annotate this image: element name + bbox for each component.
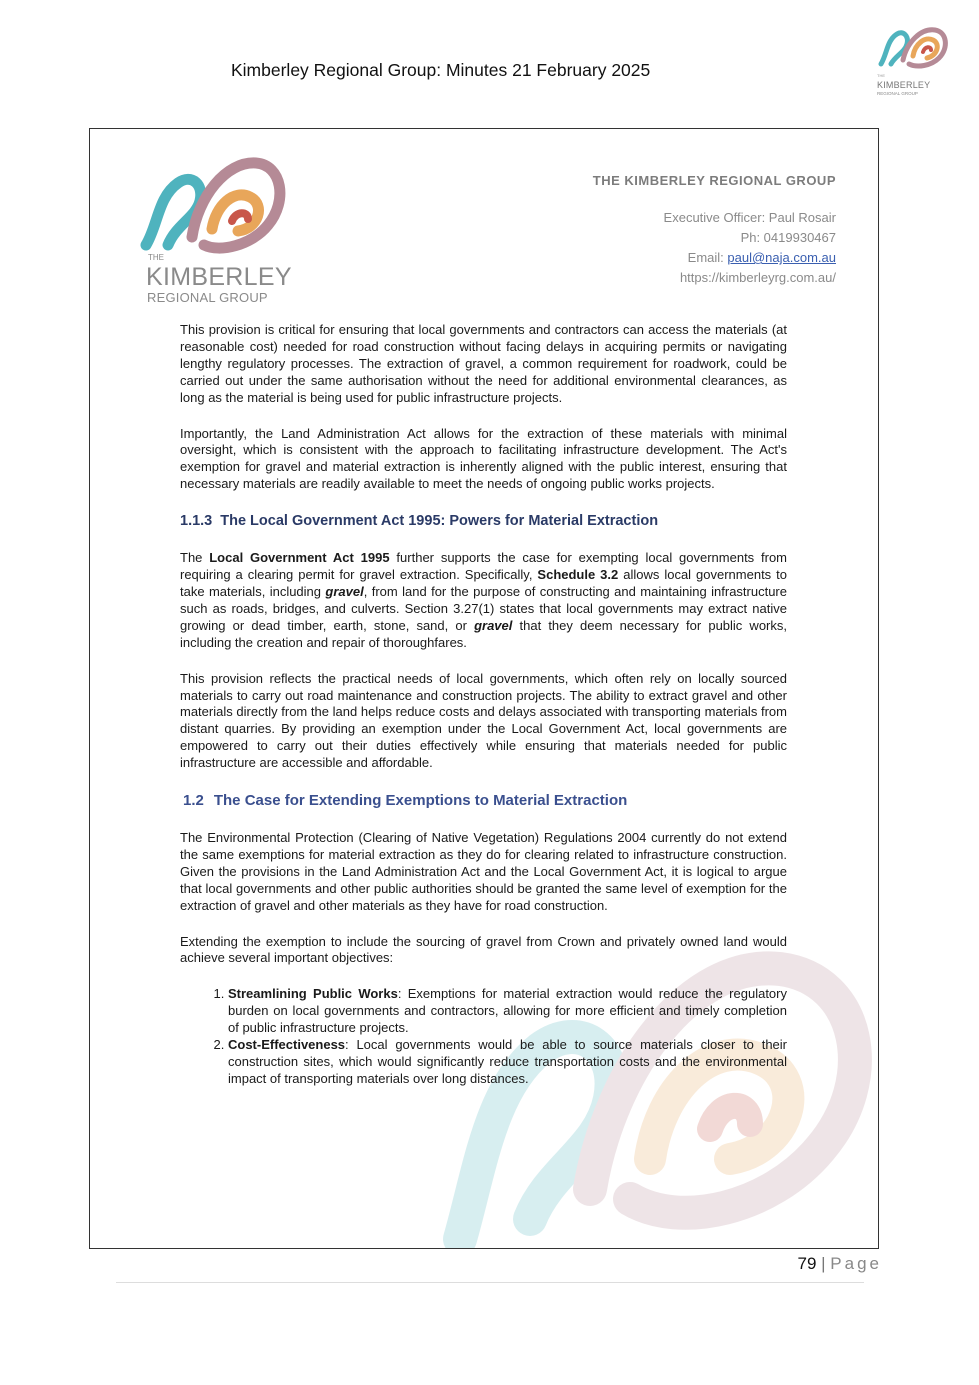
paragraph-land-administration-act: Importantly, the Land Administration Act allows for the extraction of these materials with minimal oversight, which is consistent with the approach to facilitating infrastructure development. The Act's exemption for gravel and material extraction is inherently aligned with the public interest, ensuring that necessary materials are readily available to meet the needs of ongoing public works projects.: [180, 425, 787, 492]
page-number: [798, 1254, 883, 1274]
swirl-logo-icon: [873, 20, 951, 76]
section-title: The Local Government Act 1995: Powers for Material Extraction: [220, 513, 659, 530]
logo-the-label: THE: [148, 253, 164, 262]
running-header-title: Kimberley Regional Group: Minutes 21 February 2025: [231, 60, 651, 80]
paragraph-environmental-protection: The Environmental Protection (Clearing of Native Vegetation) Regulations 2004 currently do not extend the same exemptions for material extraction as they do for clearing related to infrastructure construction. Given the provisions in the Land Administration Act and the Local Government Act, it is logical to argue that local governments and other public authorities should be granted the same level of exemption for the extraction of gravel and other materials as they have for road construction.: [180, 830, 787, 913]
list-item-title: Streamlining Public Works: [228, 986, 398, 1002]
text-run: that they deem necessary for public works, including the creation and repair of thoroughfares.: [180, 617, 787, 650]
logo-name: KIMBERLEY: [146, 263, 292, 291]
corner-logo-subtitle: REGIONAL GROUP: [877, 91, 918, 96]
page-separator: |: [816, 1254, 831, 1273]
executive-officer: Executive Officer: Paul Rosair: [663, 210, 836, 225]
list-item-title: Cost-Effectiveness: [228, 1037, 346, 1053]
section-number: 1.1.3: [180, 513, 213, 530]
list-item: [228, 1037, 787, 1088]
list-item: [228, 986, 787, 1037]
section-heading-1-2: [183, 791, 787, 810]
section-number: 1.2: [183, 792, 204, 810]
objectives-list: [180, 986, 787, 1087]
letter-page-frame: [89, 128, 879, 1249]
list-item-text: : Local governments would be able to source materials closer to their construction sites, which would significantly reduce transportation costs and the environmental impact of transporting materials over long distances.: [228, 1037, 787, 1086]
corner-logo-name: KIMBERLEY: [877, 80, 931, 90]
organisation-name: THE KIMBERLEY REGIONAL GROUP: [592, 173, 836, 188]
bold-run: Local Government Act 1995: [209, 550, 390, 566]
text-run: The: [180, 550, 210, 566]
corner-logo: [873, 20, 951, 102]
email-line: [593, 248, 836, 268]
text-run: , from land for the purpose of constructing and maintaining infrastructure such as roads, bridges, and culverts. Section 3.27(1) states that local governments may extract native growing or dead timber, earth, stone, sand, or: [180, 583, 787, 633]
paragraph-provision-critical: This provision is critical for ensuring that local governments and contractors can access the materials (at reasonable cost) needed for road construction without facing delays in acquiring permits or navigating lengthy regulatory processes. The extraction of gravel, a common requirement for roadwork, could be carried out under the same authorisation without the need for additional environmental clearances, as long as the material is being used for public infrastructure projects.: [180, 322, 787, 405]
corner-logo-the: THE: [877, 73, 885, 78]
kimberley-swirl-logo-icon: [140, 141, 290, 266]
text-run: further supports the case for exempting local governments from requiring a clearing permit for gravel extraction. Specifically,: [180, 550, 787, 583]
paragraph-local-government-act: [180, 550, 787, 651]
phone-number: Ph: 0419930467: [740, 230, 836, 245]
text-run: allows local governments to take materials, including: [180, 567, 787, 599]
bold-italic-run: gravel: [474, 617, 513, 633]
bold-italic-run: gravel: [325, 583, 364, 599]
website-url: https://kimberleyrg.com.au/: [679, 270, 836, 285]
footer-divider: [116, 1282, 864, 1283]
paragraph-practical-needs: This provision reflects the practical needs of local governments, which often rely on locally sourced materials to carry out road maintenance and construction projects. The ability to extract gravel and other materials directly from the land helps reduce costs and delays associated with transporting materials from distant quarries. By providing an exemption under the Local Government Act, local governments are empowered to carry out their duties effectively while ensuring that materials needed for public infrastructure are accessible and affordable.: [180, 670, 787, 771]
email-label: Email:: [687, 250, 728, 265]
email-link[interactable]: paul@naja.com.au: [727, 250, 836, 265]
paragraph-extending-exemption: Extending the exemption to include the sourcing of gravel from Crown and privately owned land would achieve several important objectives:: [180, 933, 787, 966]
logo-subtitle: REGIONAL GROUP: [147, 290, 268, 305]
section-title: The Case for Extending Exemptions to Material Extraction: [213, 792, 628, 810]
section-heading-1-1-3: [180, 512, 787, 531]
page-word: Page: [830, 1254, 882, 1273]
document-body: [180, 322, 787, 1088]
bold-run: Schedule 3.2: [537, 567, 619, 583]
list-item-text: : Exemptions for material extraction would reduce the regulatory burden on local governments and contractors, allowing for more efficient and timely completion of public infrastructure projects.: [228, 986, 787, 1036]
letterhead-contact-block: [593, 173, 836, 288]
page-number-value: 79: [797, 1254, 817, 1273]
